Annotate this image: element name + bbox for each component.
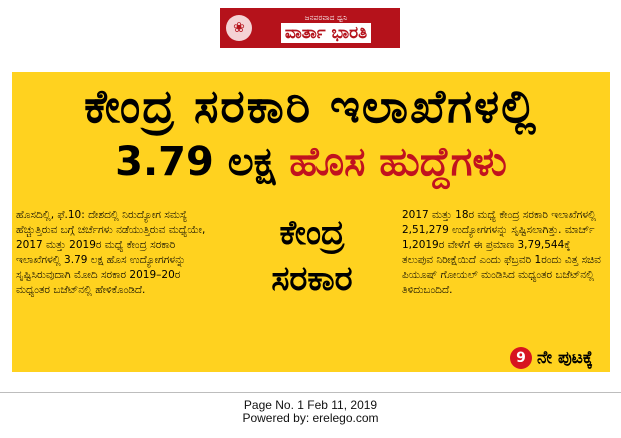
headline-red-part: ಹೊಸ ಹುದ್ದೆಗಳು bbox=[289, 139, 507, 185]
continued-page-number: 9 bbox=[510, 347, 532, 369]
callout-word-2: ಸರಕಾರ bbox=[271, 259, 353, 299]
page-info: Page No. 1 Feb 11, 2019 bbox=[243, 398, 378, 412]
callout-word-1: ಕೇಂದ್ರ bbox=[279, 213, 345, 253]
masthead-texts bbox=[258, 14, 394, 43]
masthead-logo bbox=[220, 8, 400, 48]
article-left-column: ಹೊಸದಿಲ್ಲಿ, ಫೆ.10: ದೇಶದಲ್ಲಿ ನಿರುದ್ಯೋಗ ಸಮಸ್ಯೆ ಹೆಚ್ಚುತ್ತಿರುವ ಬಗ್ಗೆ ಚರ್ಚೆಗಳು ನಡೆಯುತ್ತಿರುವ ಮಧ್ಯೆಯೇ, 2017 ಮತ್ತು 2019ರ ಮಧ್ಯೆ ಕೇಂದ್ರ ಸರಕಾರಿ ಇಲಾಖೆಗಳಲ್ಲಿ 3.79 ಲಕ್ಷ ಹೊಸ ಉದ್ಯೋಗಗಳನ್ನು ಸೃಷ್ಟಿಸಿರುವುದಾಗಿ ಮೋದಿ ಸರಕಾರ 2019–20ರ ಮಧ್ಯಂತರ ಬಜೆಟ್‌ನಲ್ಲಿ ಹೇಳಿಕೊಂಡಿದೆ. bbox=[16, 209, 206, 296]
article-right-column: 2017 ಮತ್ತು 18ರ ಮಧ್ಯೆ ಕೇಂದ್ರ ಸರಕಾರಿ ಇಲಾಖೆಗಳಲ್ಲಿ 2,51,279 ಉದ್ಯೋಗಗಳನ್ನು ಸೃಷ್ಟಿಸಲಾಗಿತ್ತು. ಮಾರ್ಚ್ 1,2019ರ ವೇಳೆಗೆ ಈ ಪ್ರಮಾಣ 3,79,544ಕ್ಕೆ ತಲುಪುವ ನಿರೀಕ್ಷೆಯಿದೆ ಎಂದು ಫೆಬ್ರವರಿ 1ರಂದು ವಿತ್ತ ಸಚಿವ ಪಿಯೂಷ್ ಗೋಯಲ್ ಮಂಡಿಸಿದ ಮಧ್ಯಂತರ ಬಜೆಟ್‌ನಲ್ಲಿ ತಿಳಿದುಬಂದಿದೆ. bbox=[402, 209, 601, 296]
masthead-name: ವಾರ್ತಾ ಭಾರತಿ bbox=[281, 23, 371, 43]
headline-black-part: 3.79 ಲಕ್ಷ bbox=[115, 139, 276, 185]
headline-line-2 bbox=[12, 134, 610, 190]
flower-icon: ❀ bbox=[233, 20, 245, 36]
article-center-callout bbox=[222, 204, 402, 342]
continued-label: ನೇ ಪುಟಕ್ಕೆ bbox=[537, 348, 593, 368]
article-panel bbox=[12, 72, 610, 372]
page-footer bbox=[0, 399, 621, 425]
powered-by-link[interactable]: Powered by: erelego.com bbox=[242, 411, 379, 425]
continued-on-page[interactable] bbox=[510, 346, 593, 370]
masthead-tagline: ಜನಪರವಾದ ಧ್ವನಿ bbox=[304, 13, 348, 22]
footer-divider bbox=[0, 392, 621, 393]
headline-line-1: ಕೇಂದ್ರ ಸರಕಾರಿ ಇಲಾಖೆಗಳಲ್ಲಿ bbox=[84, 79, 538, 133]
emblem-icon bbox=[226, 15, 252, 41]
